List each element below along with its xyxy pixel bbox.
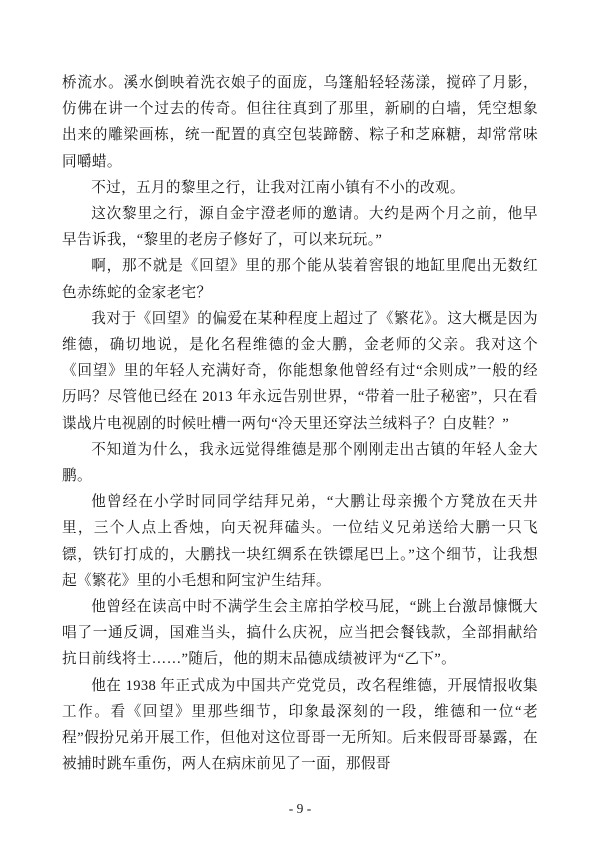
paragraph: 桥流水。溪水倒映着洗衣娘子的面庞，乌篷船轻轻荡漾，搅碎了月影，仿佛在讲一个过去的传奇。但往往真到了那里，新刷的白墙，凭空想象出来的雕梁画栋，统一配置的真空包装蹄髈、粽子和芝麻糖，却常常味同嚼蜡。: [62, 75, 538, 170]
page-number: - 9 -: [288, 801, 312, 816]
paragraph: 他曾经在读高中时不满学生会主席拍学校马屁，“跳上台激昂慷慨大唱了一通反调，国难当头，搞什么庆祝，应当把会餐钱款，全部捐献给抗日前线将士……”随后，他的期末品德成绩被评为“乙下”。: [62, 599, 538, 668]
page-body: [62, 70, 538, 777]
paragraph: 不过，五月的黎里之行，让我对江南小镇有不小的改观。: [91, 179, 465, 196]
paragraph: 这次黎里之行，源自金宇澄老师的邀请。大约是两个月之前，他早早告诉我，“黎里的老房子修好了，可以来玩玩。”: [62, 206, 538, 249]
paragraph: 他在 1938 年正式成为中国共产党党员，改名程维德，开展情报收集工作。看《回望》里那些细节，印象最深刻的一段，维德和一位“老程”假扮兄弟开展工作，但他对这位哥哥一无所知。后来假哥哥暴露，在被捕时跳车重伤，两人在病床前见了一面，那假哥: [62, 677, 538, 773]
paragraph: 不知道为什么，我永远觉得维德是那个刚刚走出古镇的年轻人金大鹏。: [62, 441, 538, 485]
paragraph: 我对于《回望》的偏爱在某种程度上超过了《繁花》。这大概是因为维德，确切地说，是化名程维德的金大鹏，金老师的父亲。我对这个《回望》里的年轻人充满好奇，你能想象他曾经有过“余则成”一般的经历吗？尽管他已经在 2013 年永远告别世界，“带着一肚子秘密”，只在看谍战片电视剧的时候吐槽一两句“冷天里还穿法兰绒料子？白皮鞋？”: [62, 310, 538, 432]
paragraph: 啊，那不就是《回望》里的那个能从装着窖银的地缸里爬出无数红色赤练蛇的金家老宅？: [62, 258, 538, 301]
paragraph: 他曾经在小学时同同学结拜兄弟，“大鹏让母亲搬个方凳放在天井里，三个人点上香烛，向天祝拜磕头。一位结义兄弟送给大鹏一只飞镖，铁钉打成的，大鹏找一块红绸系在铁镖尾巴上。”这个细节，让我想起《繁花》里的小毛想和阿宝沪生结拜。: [62, 494, 538, 589]
